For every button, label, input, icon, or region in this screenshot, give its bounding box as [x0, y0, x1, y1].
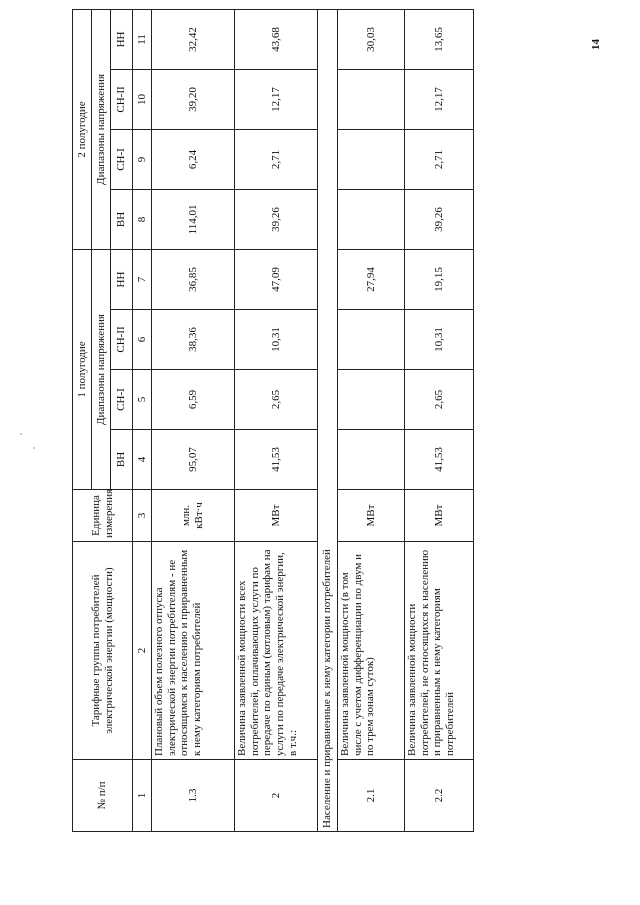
- table-row: [405, 9, 474, 831]
- header-ranges-2: Диапазоны напряжения: [92, 9, 111, 249]
- row-value: [338, 430, 405, 490]
- tariff-table: [72, 9, 474, 832]
- row-value: 30,03: [338, 9, 405, 69]
- header-ranges-1: Диапазоны напряжения: [92, 249, 111, 489]
- row-value: [338, 310, 405, 370]
- header-level: СН-II: [111, 310, 133, 370]
- row-value: 38,36: [152, 310, 235, 370]
- row-value: 95,07: [152, 430, 235, 490]
- row-value: [338, 189, 405, 249]
- row-value: 39,26: [235, 189, 318, 249]
- row-value: 36,85: [152, 249, 235, 309]
- col-number: 1: [133, 760, 152, 832]
- row-value: 47,09: [235, 249, 318, 309]
- column-number-row: [133, 9, 152, 831]
- section-title: Население и приравненные к нему категории потребителей: [318, 9, 338, 831]
- row-value: 39,26: [405, 189, 474, 249]
- header-row-1: [73, 9, 92, 831]
- section-row: [318, 9, 338, 831]
- scan-speck: [33, 447, 35, 449]
- col-number: 9: [133, 129, 152, 189]
- row-value: 39,20: [152, 69, 235, 129]
- row-value: [338, 69, 405, 129]
- row-value: 10,31: [405, 310, 474, 370]
- row-unit: МВт: [235, 490, 318, 542]
- col-number: 7: [133, 249, 152, 309]
- row-name: Величина заявленной мощности (в том числе с учетом дифференциации по двум и по трем зонам суток): [338, 542, 405, 760]
- scan-speck: [20, 433, 22, 435]
- header-level: СН-I: [111, 129, 133, 189]
- header-unit: Единица измерения: [73, 490, 133, 542]
- col-number: 6: [133, 310, 152, 370]
- row-unit: млн. кВт·ч: [152, 490, 235, 542]
- header-level: ВН: [111, 189, 133, 249]
- row-value: 2,71: [235, 129, 318, 189]
- row-value: 12,17: [235, 69, 318, 129]
- row-num: 2.1: [338, 760, 405, 832]
- header-level: НН: [111, 9, 133, 69]
- header-level: СН-I: [111, 370, 133, 430]
- row-value: [338, 129, 405, 189]
- row-value: 2,71: [405, 129, 474, 189]
- table-row: [152, 9, 235, 831]
- page-number: 14: [590, 39, 602, 50]
- table-row: [338, 9, 405, 831]
- row-num: 1.3: [152, 760, 235, 832]
- header-group: Тарифные группы потребителей электрической энергии (мощности): [73, 542, 133, 760]
- row-value: 43,68: [235, 9, 318, 69]
- header-level: СН-II: [111, 69, 133, 129]
- row-value: 2,65: [235, 370, 318, 430]
- row-value: 114,01: [152, 189, 235, 249]
- col-number: 4: [133, 430, 152, 490]
- row-value: 32,42: [152, 9, 235, 69]
- row-value: 12,17: [405, 69, 474, 129]
- col-number: 3: [133, 490, 152, 542]
- header-half1: 1 полугодие: [73, 249, 92, 489]
- row-value: 19,15: [405, 249, 474, 309]
- row-unit: МВт: [338, 490, 405, 542]
- row-value: 10,31: [235, 310, 318, 370]
- header-level: НН: [111, 249, 133, 309]
- col-number: 2: [133, 542, 152, 760]
- row-num: 2: [235, 760, 318, 832]
- row-value: 27,94: [338, 249, 405, 309]
- header-half2: 2 полугодие: [73, 9, 92, 249]
- row-num: 2.2: [405, 760, 474, 832]
- row-value: [338, 370, 405, 430]
- col-number: 11: [133, 9, 152, 69]
- row-value: 41,53: [235, 430, 318, 490]
- row-value: 6,24: [152, 129, 235, 189]
- table-row: [235, 9, 318, 831]
- row-name: Величина заявленной мощности потребителей, не относящихся к населению и приравненным к нему категориям потребителей: [405, 542, 474, 760]
- col-number: 10: [133, 69, 152, 129]
- col-number: 5: [133, 370, 152, 430]
- row-value: 2,65: [405, 370, 474, 430]
- header-level: ВН: [111, 430, 133, 490]
- header-num: № п/п: [73, 760, 133, 832]
- row-name: Величина заявленной мощности всех потребителей, оплачивающих услуги по передаче по единым (котловым) тарифам на услуги по передаче электрической энергии, в т.ч.:: [235, 542, 318, 760]
- col-number: 8: [133, 189, 152, 249]
- row-unit: МВт: [405, 490, 474, 542]
- row-name: Плановый объем полезного отпуска электрической энергии потребителям - не относящимся к населению и приравненным к нему категориям потребителей: [152, 542, 235, 760]
- row-value: 6,59: [152, 370, 235, 430]
- row-value: 41,53: [405, 430, 474, 490]
- row-value: 13,65: [405, 9, 474, 69]
